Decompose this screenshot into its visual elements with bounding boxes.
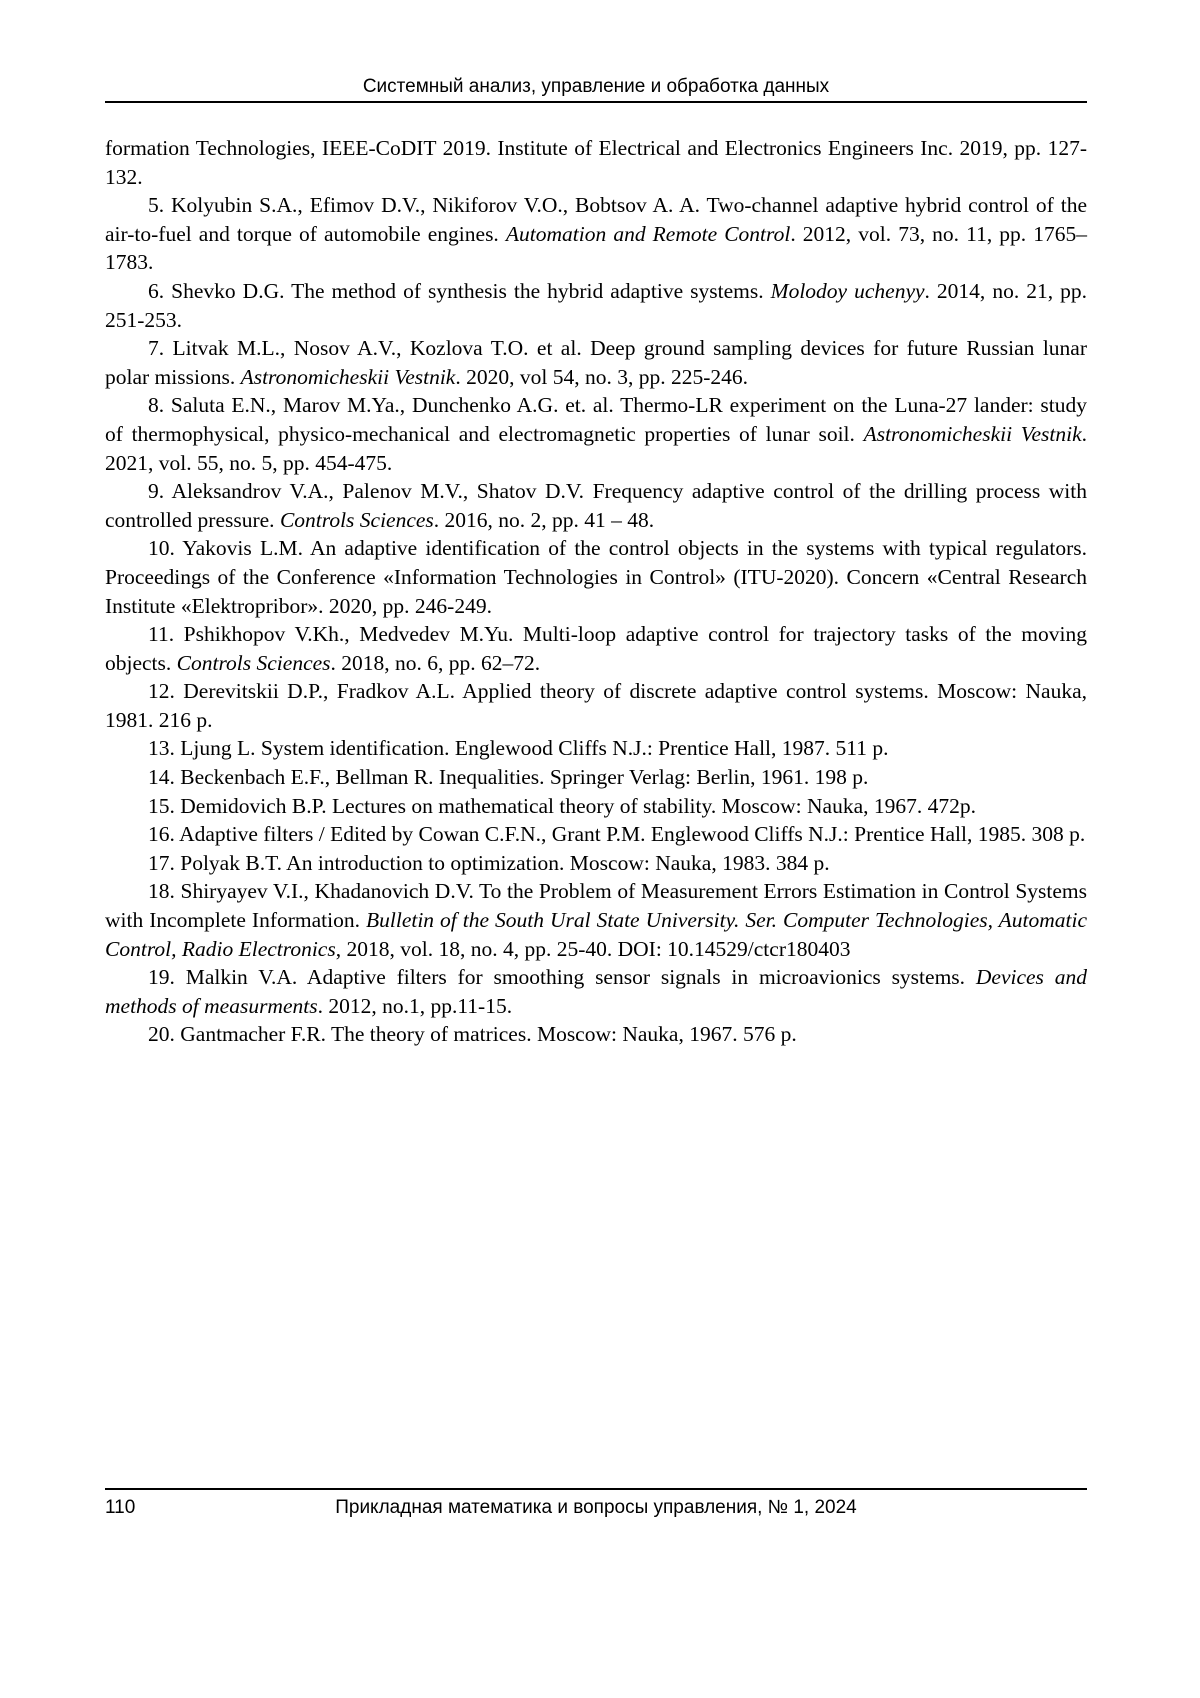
reference-text: 13. Ljung L. System identification. Englewood Cliffs N.J.: Prentice Hall, 1987. 511 p. [148,736,889,761]
reference-text: 17. Polyak B.T. An introduction to optimization. Moscow: Nauka, 1983. 384 p. [148,850,830,875]
reference-text: 9. Aleksandrov V.A., Palenov M.V., Shatov D.V. Frequency adaptive control of the drilling process with controlled pressure. [105,479,1087,532]
reference-text: . 2014, no. 21, pp. 251-253. [105,278,1087,332]
reference-text: 10. Yakovis L.M. An adaptive identification of the control objects in the systems with typical regulators. Proceedings of the Conference «Information Technologies in Control» (ITU-2020). Concern «Central Research Institute «Elektropribor». 2020, pp. 246-249. [105,536,1087,618]
reference-text: 19. Malkin V.A. Adaptive filters for smoothing sensor signals in microavionics systems. [148,965,976,990]
reference-item [105,734,1087,763]
reference-item [105,849,1087,878]
reference-source-italic: Astronomicheskii Vestnik [240,364,456,389]
running-header: Системный анализ, управление и обработка данных [362,76,830,97]
reference-text: 16. Adaptive filters / Edited by Cowan C.F.N., Grant P.M. Englewood Cliffs N.J.: Prentice Hall, 1985. 308 p. [148,822,1086,847]
reference-item [105,877,1087,963]
reference-item [105,820,1087,849]
reference-source-italic: Controls Sciences [176,650,331,675]
reference-text: , 2018, vol. 18, no. 4, pp. 25-40. DOI: 10.14529/ctcr180403 [335,936,851,961]
reference-source-italic: Automation and Remote Control [505,221,791,246]
reference-source-italic: Astronomicheskii Vestnik [863,421,1082,446]
reference-text: 12. Derevitskii D.P., Fradkov A.L. Applied theory of discrete adaptive control systems. Moscow: Nauka, 1981. 216 p. [105,679,1087,732]
reference-item [105,391,1087,477]
reference-source-italic: Bulletin of the South Ural State University. Ser. Computer Technologies, Automatic Control, Radio Electronics [105,908,1087,961]
reference-text: 14. Beckenbach E.F., Bellman R. Inequalities. Springer Verlag: Berlin, 1961. 198 p. [148,765,869,790]
reference-item [105,763,1087,792]
reference-text: 6. Shevko D.G. The method of synthesis the hybrid adaptive systems. [148,278,771,303]
page-number: 110 [105,1497,136,1518]
reference-item [105,1020,1087,1049]
reference-text: . 2021, vol. 55, no. 5, pp. 454-475. [105,421,1088,475]
reference-text: 20. Gantmacher F.R. The theory of matrices. Moscow: Nauka, 1967. 576 p. [148,1022,797,1047]
reference-text: . 2016, no. 2, pp. 41 – 48. [433,507,655,532]
reference-item [105,277,1087,334]
reference-item [105,677,1087,734]
reference-text: 8. Saluta E.N., Marov M.Ya., Dunchenko A.G. et. al. Thermo-LR experiment on the Luna-27 lander: study of thermophysical, physico-mechanical and electromagnetic properties of lunar soil. [105,393,1087,446]
reference-text: 5. Kolyubin S.A., Efimov D.V., Nikiforov V.O., Bobtsov A. A. Two-channel adaptive hybrid control of the air-to-fuel and torque of automobile engines. [105,193,1087,246]
reference-text: . 2012, vol. 73, no. 11, pp. 1765–1783. [105,221,1087,275]
reference-item [105,792,1087,821]
reference-item [105,334,1087,391]
reference-text: . 2012, no.1, pp.11-15. [317,993,513,1018]
reference-item [105,191,1087,277]
footer-divider [105,1488,1087,1490]
reference-text: 7. Litvak M.L., Nosov A.V., Kozlova T.O. et al. Deep ground sampling devices for future Russian lunar polar missions. [105,336,1087,389]
reference-source-italic: Molodoy uchenyy [770,278,925,303]
reference-text: 18. Shiryayev V.I., Khadanovich D.V. To the Problem of Measurement Errors Estimation in Control Systems with Incomplete Information. [105,879,1087,933]
reference-item [105,963,1087,1020]
reference-item [105,620,1087,677]
references-list [105,134,1087,1049]
footer [105,1496,1087,1520]
reference-item [105,534,1087,620]
journal-line: Прикладная математика и вопросы управления, № 1, 2024 [335,1497,857,1518]
reference-text: 15. Demidovich B.P. Lectures on mathematical theory of stability. Moscow: Nauka, 1967. 472p. [148,793,976,818]
header-divider [105,101,1087,103]
reference-source-italic: Devices and methods of measurments [105,965,1087,1018]
reference-item [105,134,1087,191]
reference-text: 11. Pshikhopov V.Kh., Medvedev M.Yu. Multi-loop adaptive control for trajectory tasks of the moving objects. [105,622,1087,675]
reference-item [105,477,1087,534]
reference-text: . 2020, vol 54, no. 3, pp. 225-246. [455,364,748,389]
reference-source-italic: Controls Sciences [279,507,434,532]
reference-text: formation Technologies, IEEE-CoDIT 2019. Institute of Electrical and Electronics Engineers Inc. 2019, pp. 127-132. [105,136,1087,189]
reference-text: . 2018, no. 6, pp. 62–72. [330,650,541,675]
